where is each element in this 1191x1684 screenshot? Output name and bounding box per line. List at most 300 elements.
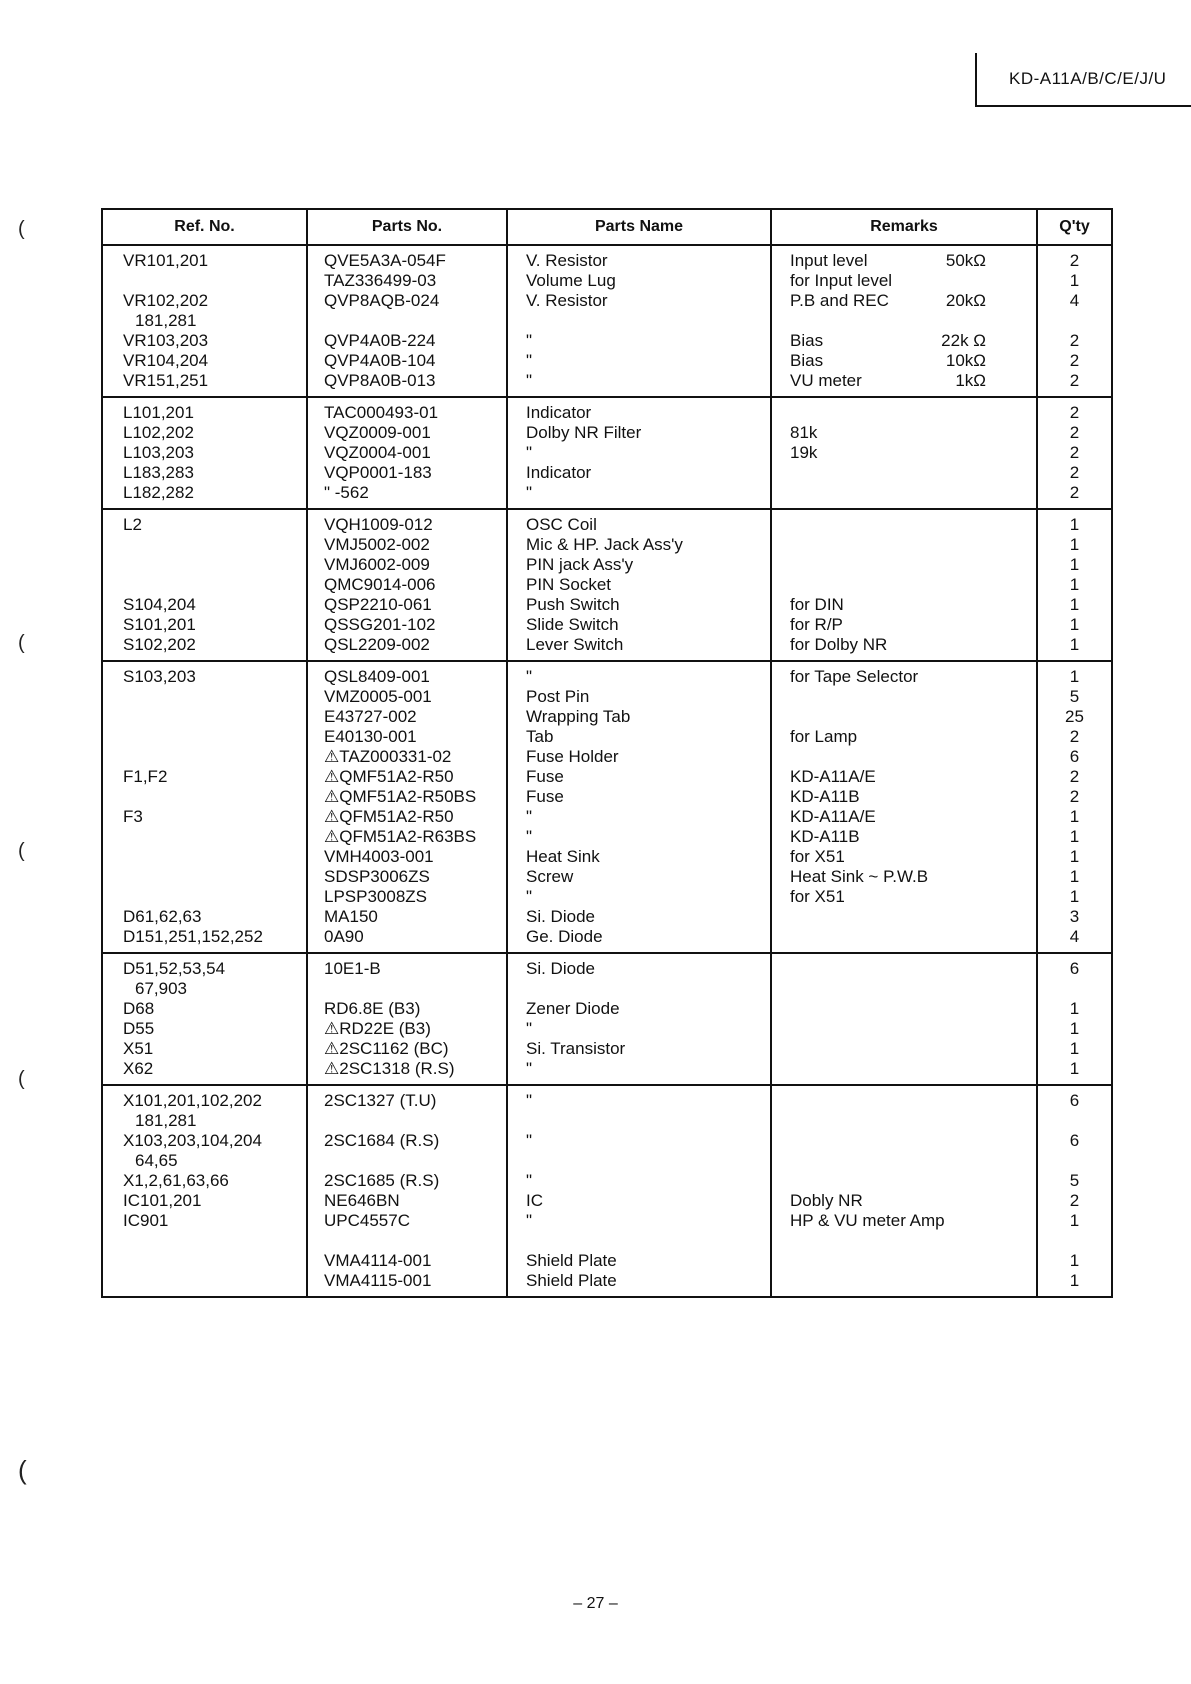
parts-name-cell (507, 271, 771, 291)
parts-no-cell (307, 575, 507, 595)
ref-no-cell (102, 271, 307, 291)
remarks-content (790, 807, 1036, 827)
ref-no-cell (102, 1231, 307, 1251)
remarks-content (790, 1171, 1036, 1191)
parts-no-cell (307, 351, 507, 371)
parts-name (526, 311, 770, 331)
ref-no (123, 1271, 306, 1291)
remarks-content (790, 423, 1036, 443)
parts-no: ⚠QMF51A2-R50BS (324, 787, 477, 806)
parts-name: " (526, 351, 533, 370)
binding-hole-mark: ( (18, 632, 25, 654)
ref-no-cell (102, 927, 307, 953)
parts-no-cell (307, 311, 507, 331)
parts-no-cell (307, 847, 507, 867)
parts-name (526, 979, 770, 999)
parts-name-cell (507, 595, 771, 615)
table-row (102, 271, 1112, 291)
parts-no: SDSP3006ZS (324, 867, 430, 886)
qty-cell (1037, 807, 1112, 827)
qty-value: 2 (1069, 463, 1080, 482)
remarks-value: 20kΩ (945, 291, 986, 310)
parts-no: QVP8AQB-024 (324, 291, 440, 310)
ref-no: L183,283 (123, 463, 194, 482)
table-row (102, 927, 1112, 953)
parts-name: Tab (526, 727, 554, 746)
qty-cell (1037, 595, 1112, 615)
qty-cell (1037, 927, 1112, 953)
remarks-cell (771, 555, 1037, 575)
parts-name-cell (507, 927, 771, 953)
parts-no-cell (307, 615, 507, 635)
parts-no-cell (307, 707, 507, 727)
parts-no-cell (307, 483, 507, 509)
ref-no (123, 1231, 306, 1251)
qty-value: 2 (1069, 1191, 1080, 1210)
model-header-box (975, 53, 1191, 107)
remarks-content (790, 1019, 1036, 1039)
parts-no: ⚠QFM51A2-R50 (324, 807, 454, 826)
parts-name-cell (507, 535, 771, 555)
parts-name: Fuse (526, 787, 564, 806)
parts-name-cell (507, 827, 771, 847)
parts-no: UPC4557C (324, 1211, 410, 1230)
remarks-content (790, 667, 1036, 687)
binding-hole-mark: ( (18, 1068, 25, 1090)
remarks-cell (771, 707, 1037, 727)
parts-no: VQP0001-183 (324, 463, 432, 482)
parts-no: 2SC1685 (R.S) (324, 1171, 440, 1190)
qty-value: 1 (1069, 555, 1080, 574)
parts-no: LPSP3008ZS (324, 887, 428, 906)
ref-no-cell (102, 291, 307, 311)
parts-no-cell (307, 999, 507, 1019)
qty-cell (1037, 397, 1112, 423)
remarks-content (790, 443, 1036, 463)
parts-no: 0A90 (324, 927, 364, 946)
parts-no-cell (307, 635, 507, 661)
parts-name: Shield Plate (526, 1251, 617, 1270)
qty-value: 1 (1069, 1039, 1080, 1058)
table-row (102, 351, 1112, 371)
qty-value: 1 (1069, 1271, 1080, 1290)
ref-no: X101,201,102,202 (123, 1091, 262, 1110)
parts-name-cell (507, 1085, 771, 1111)
remarks-content (790, 483, 1036, 503)
table-row (102, 463, 1112, 483)
table-row (102, 535, 1112, 555)
remarks-cell (771, 615, 1037, 635)
remarks-content (790, 1151, 1036, 1171)
parts-no-cell (307, 887, 507, 907)
table-row (102, 1085, 1112, 1111)
ref-no-cell (102, 595, 307, 615)
remarks-cell (771, 787, 1037, 807)
remarks-content (790, 959, 1036, 979)
parts-name-cell (507, 767, 771, 787)
ref-no-cell (102, 423, 307, 443)
remarks-cell (771, 1111, 1037, 1131)
remarks-text: for DIN (790, 595, 844, 614)
ref-no: VR151,251 (123, 371, 209, 390)
parts-name: Indicator (526, 403, 592, 422)
ref-no: VR102,202 (123, 291, 209, 310)
qty-cell (1037, 847, 1112, 867)
qty-value: 2 (1069, 443, 1080, 462)
ref-no-cell (102, 1131, 307, 1151)
parts-name: " (526, 371, 533, 390)
remarks-cell (771, 595, 1037, 615)
model-number: KD-A11A/B/C/E/J/U (1009, 69, 1167, 88)
ref-no (123, 535, 306, 555)
table-row (102, 999, 1112, 1019)
parts-name: " (526, 1091, 533, 1110)
ref-no (123, 707, 306, 727)
qty-value (1038, 979, 1111, 999)
qty-cell (1037, 999, 1112, 1019)
parts-name: V. Resistor (526, 291, 608, 310)
remarks-text: KD-A11B (790, 827, 860, 846)
parts-name-cell (507, 245, 771, 271)
qty-cell (1037, 635, 1112, 661)
parts-name: Si. Diode (526, 907, 595, 926)
qty-cell (1037, 575, 1112, 595)
ref-no-cell (102, 1039, 307, 1059)
remarks-cell (771, 509, 1037, 535)
ref-no: L101,201 (123, 403, 194, 422)
parts-name-cell (507, 291, 771, 311)
parts-no: ⚠TAZ000331-02 (324, 747, 452, 766)
table-row (102, 331, 1112, 351)
binding-hole-mark: ( (18, 218, 25, 240)
table-row (102, 847, 1112, 867)
parts-name: " (526, 827, 533, 846)
ref-no: VR101,201 (123, 251, 209, 270)
parts-name: " (526, 331, 533, 350)
parts-name-cell (507, 807, 771, 827)
parts-name: IC (526, 1191, 543, 1210)
parts-no: VQZ0004-001 (324, 443, 431, 462)
table-row (102, 887, 1112, 907)
remarks-content (790, 311, 1036, 331)
parts-no: ⚠RD22E (B3) (324, 1019, 431, 1038)
parts-name-cell (507, 661, 771, 687)
parts-name-cell (507, 1211, 771, 1231)
parts-no-cell (307, 661, 507, 687)
remarks-cell (771, 535, 1037, 555)
parts-no: VQH1009-012 (324, 515, 433, 534)
ref-no-cell (102, 1251, 307, 1271)
ref-no-cell (102, 747, 307, 767)
remarks-cell (771, 351, 1037, 371)
remarks-cell (771, 1131, 1037, 1151)
parts-no-cell (307, 767, 507, 787)
table-row (102, 1019, 1112, 1039)
parts-no: 2SC1327 (T.U) (324, 1091, 437, 1110)
ref-no: VR104,204 (123, 351, 209, 370)
remarks-cell (771, 887, 1037, 907)
ref-no: L182,282 (123, 483, 194, 502)
remarks-cell (771, 953, 1037, 979)
parts-name: PIN jack Ass'y (526, 555, 634, 574)
parts-no: QVP8A0B-013 (324, 371, 436, 390)
remarks-content (790, 555, 1036, 575)
remarks-content (790, 463, 1036, 483)
parts-no-cell (307, 827, 507, 847)
ref-no-cell (102, 787, 307, 807)
parts-name: PIN Socket (526, 575, 612, 594)
remarks-cell (771, 1191, 1037, 1211)
col-header-qty: Q'ty (1037, 209, 1112, 245)
ref-no: VR103,203 (123, 331, 209, 350)
remarks-cell (771, 1151, 1037, 1171)
remarks-cell (771, 907, 1037, 927)
qty-cell (1037, 311, 1112, 331)
parts-name-cell (507, 575, 771, 595)
qty-value (1038, 1111, 1111, 1131)
parts-no: QSSG201-102 (324, 615, 436, 634)
parts-no: QVE5A3A-054F (324, 251, 446, 270)
remarks-content (790, 1211, 1036, 1231)
table-row (102, 509, 1112, 535)
ref-no: S101,201 (123, 615, 196, 634)
qty-cell (1037, 1131, 1112, 1151)
parts-no-cell (307, 867, 507, 887)
ref-no-cell (102, 767, 307, 787)
parts-no-cell (307, 1171, 507, 1191)
qty-value: 1 (1069, 999, 1080, 1018)
parts-name: Slide Switch (526, 615, 619, 634)
qty-value: 1 (1069, 615, 1080, 634)
qty-value: 2 (1069, 767, 1080, 786)
table-row (102, 1271, 1112, 1297)
qty-value: 5 (1069, 687, 1080, 706)
table-row (102, 1211, 1112, 1231)
ref-no-cell (102, 867, 307, 887)
ref-no (123, 555, 306, 575)
table-row (102, 595, 1112, 615)
remarks-content (790, 827, 1036, 847)
parts-no-cell (307, 1251, 507, 1271)
parts-no: QVP4A0B-104 (324, 351, 436, 370)
remarks-text: for Lamp (790, 727, 858, 746)
table-row (102, 661, 1112, 687)
qty-cell (1037, 351, 1112, 371)
qty-cell (1037, 953, 1112, 979)
ref-no-cell (102, 371, 307, 397)
parts-name-cell (507, 371, 771, 397)
ref-no-cell (102, 827, 307, 847)
remarks-cell (771, 1171, 1037, 1191)
parts-name (526, 1111, 770, 1131)
ref-no-cell (102, 1171, 307, 1191)
parts-no-cell (307, 463, 507, 483)
qty-value: 2 (1069, 251, 1080, 270)
remarks-text: KD-A11A/E (790, 807, 876, 826)
table-row (102, 867, 1112, 887)
table-row (102, 311, 1112, 331)
remarks-cell (771, 807, 1037, 827)
ref-no-cell (102, 707, 307, 727)
parts-name-cell (507, 1131, 771, 1151)
parts-no-cell (307, 443, 507, 463)
qty-cell (1037, 907, 1112, 927)
remarks-cell (771, 927, 1037, 953)
table-row (102, 423, 1112, 443)
parts-no: TAZ336499-03 (324, 271, 437, 290)
table-row (102, 827, 1112, 847)
remarks-content (790, 927, 1036, 947)
qty-cell (1037, 661, 1112, 687)
parts-name-cell (507, 555, 771, 575)
ref-no: S102,202 (123, 635, 196, 654)
parts-name: " (526, 443, 533, 462)
remarks-cell (771, 371, 1037, 397)
remarks-text: for R/P (790, 615, 843, 634)
parts-name: " (526, 483, 533, 502)
ref-no: IC901 (123, 1211, 169, 1230)
parts-no: VMJ6002-009 (324, 555, 430, 574)
remarks-content (790, 615, 1036, 635)
parts-name-cell (507, 463, 771, 483)
parts-name: Fuse (526, 767, 564, 786)
remarks-content (790, 1191, 1036, 1211)
remarks-cell (771, 311, 1037, 331)
parts-no: RD6.8E (B3) (324, 999, 421, 1018)
qty-value: 1 (1069, 271, 1080, 290)
remarks-value: 10kΩ (945, 351, 986, 370)
qty-cell (1037, 1231, 1112, 1251)
ref-no-cell (102, 483, 307, 509)
qty-value: 2 (1069, 331, 1080, 350)
table-row (102, 807, 1112, 827)
parts-name-cell (507, 1271, 771, 1297)
remarks-value: 22k Ω (941, 331, 986, 350)
ref-no: X62 (123, 1059, 154, 1078)
ref-no-cell (102, 907, 307, 927)
remarks-cell (771, 483, 1037, 509)
remarks-cell (771, 827, 1037, 847)
ref-no: X103,203,104,204 (123, 1131, 262, 1150)
qty-value: 1 (1069, 807, 1080, 826)
remarks-text: Input level (790, 251, 868, 270)
col-header-parts-name: Parts Name (507, 209, 771, 245)
parts-no-cell (307, 907, 507, 927)
ref-no-cell (102, 847, 307, 867)
parts-name-cell (507, 1151, 771, 1171)
parts-name-cell (507, 443, 771, 463)
remarks-content (790, 1039, 1036, 1059)
ref-no: D51,52,53,54 (123, 959, 226, 978)
parts-name-cell (507, 907, 771, 927)
qty-cell (1037, 727, 1112, 747)
parts-no: VMA4114-001 (324, 1251, 432, 1270)
table-row (102, 1111, 1112, 1131)
table-row (102, 1151, 1112, 1171)
col-header-remarks: Remarks (771, 209, 1037, 245)
remarks-cell (771, 1251, 1037, 1271)
parts-name: Fuse Holder (526, 747, 619, 766)
ref-no: D61,62,63 (123, 907, 202, 926)
ref-no-cell (102, 443, 307, 463)
parts-name-cell (507, 397, 771, 423)
qty-value: 6 (1069, 747, 1080, 766)
parts-name-cell (507, 1111, 771, 1131)
parts-no-cell (307, 1085, 507, 1111)
parts-no (324, 1231, 506, 1251)
parts-no: QSL8409-001 (324, 667, 430, 686)
parts-name-cell (507, 1059, 771, 1085)
remarks-content (790, 1251, 1036, 1271)
parts-name: " (526, 887, 533, 906)
parts-name-cell (507, 1231, 771, 1251)
remarks-cell (771, 1059, 1037, 1085)
table-row (102, 635, 1112, 661)
ref-no-cell (102, 509, 307, 535)
table-row (102, 1131, 1112, 1151)
parts-name-cell (507, 847, 771, 867)
ref-no (123, 687, 306, 707)
qty-cell (1037, 979, 1112, 999)
qty-value: 1 (1069, 535, 1080, 554)
remarks-cell (771, 661, 1037, 687)
remarks-content (790, 747, 1036, 767)
table-row (102, 1171, 1112, 1191)
qty-cell (1037, 371, 1112, 397)
ref-no-cell (102, 615, 307, 635)
remarks-cell (771, 747, 1037, 767)
parts-name-cell (507, 999, 771, 1019)
parts-name-cell (507, 423, 771, 443)
remarks-content (790, 371, 1036, 391)
parts-no (324, 979, 506, 999)
remarks-content (790, 1131, 1036, 1151)
ref-no-cell (102, 1111, 307, 1131)
remarks-cell (771, 443, 1037, 463)
parts-name-cell (507, 311, 771, 331)
remarks-content (790, 331, 1036, 351)
ref-no (123, 847, 306, 867)
remarks-cell (771, 847, 1037, 867)
parts-no-cell (307, 1211, 507, 1231)
qty-cell (1037, 1151, 1112, 1171)
qty-value: 3 (1069, 907, 1080, 926)
remarks-text: 81k (790, 423, 818, 442)
ref-no: 64,65 (135, 1151, 178, 1170)
parts-no: E40130-001 (324, 727, 417, 746)
qty-cell (1037, 509, 1112, 535)
remarks-content (790, 291, 1036, 311)
parts-name-cell (507, 727, 771, 747)
parts-no-cell (307, 555, 507, 575)
table-row (102, 371, 1112, 397)
parts-list-table (101, 208, 1113, 1298)
ref-no (123, 787, 306, 807)
parts-no-cell (307, 807, 507, 827)
parts-name: " (526, 807, 533, 826)
parts-name: Screw (526, 867, 574, 886)
ref-no (123, 1251, 306, 1271)
remarks-text: Dobly NR (790, 1191, 863, 1210)
qty-cell (1037, 271, 1112, 291)
qty-cell (1037, 1039, 1112, 1059)
remarks-content (790, 1059, 1036, 1079)
ref-no (123, 271, 306, 291)
parts-name: Zener Diode (526, 999, 620, 1018)
parts-no: QSL2209-002 (324, 635, 430, 654)
qty-value: 1 (1069, 635, 1080, 654)
parts-no-cell (307, 787, 507, 807)
